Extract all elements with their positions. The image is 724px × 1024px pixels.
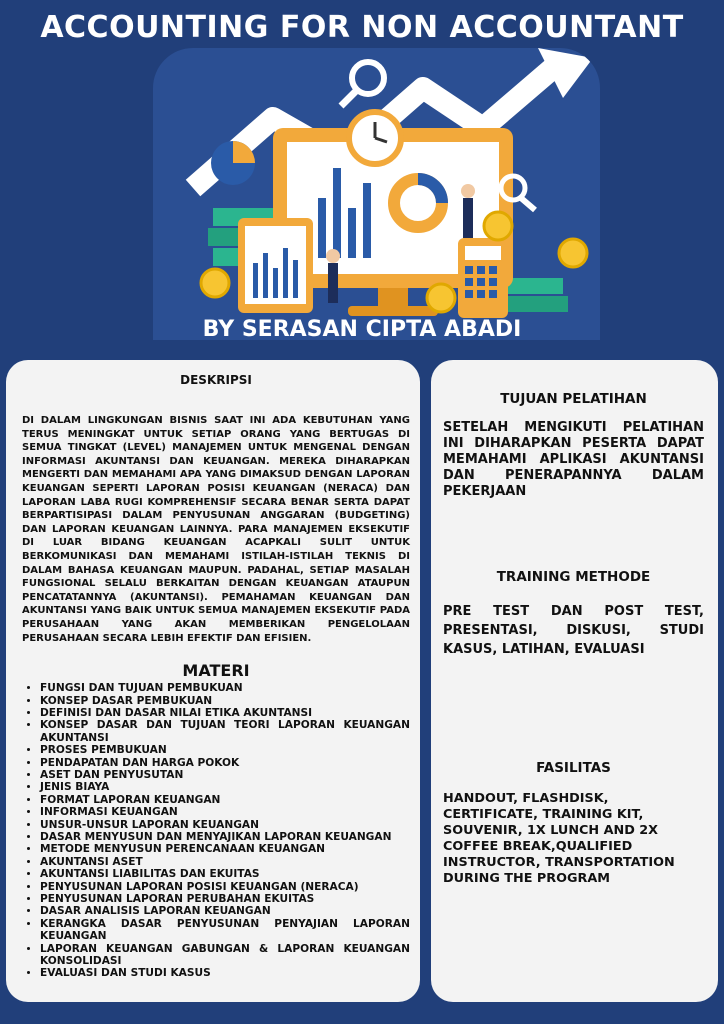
- tujuan-text: SETELAH MENGIKUTI PELATIHAN INI DIHARAPKAN PESERTA DAPAT MEMAHAMI APLIKASI AKUNTANSI DAN PENERAPANNYA DALAM PEKERJAAN: [443, 420, 704, 499]
- training-info-card: [431, 360, 718, 1002]
- list-item: • FORMAT LAPORAN KEUANGAN: [40, 794, 410, 806]
- list-item: • KERANGKA DASAR PENYUSUNAN PENYAJIAN LAPORAN KEUANGAN: [40, 918, 410, 943]
- list-item: • PENYUSUNAN LAPORAN PERUBAHAN EKUITAS: [40, 893, 410, 905]
- list-item: • DEFINISI DAN DASAR NILAI ETIKA AKUNTANSI: [40, 707, 410, 719]
- list-item: • FUNGSI DAN TUJUAN PEMBUKUAN: [40, 682, 410, 694]
- hero-illustration: [153, 48, 600, 340]
- methode-text: PRE TEST DAN POST TEST, PRESENTASI, DISKUSI, STUDI KASUS, LATIHAN, EVALUASI: [443, 604, 704, 657]
- list-item: • DASAR ANALISIS LAPORAN KEUANGAN: [40, 905, 410, 917]
- list-item: • DASAR MENYUSUN DAN MENYAJIKAN LAPORAN KEUANGAN: [40, 831, 410, 843]
- list-item: • PENDAPATAN DAN HARGA POKOK: [40, 757, 410, 769]
- list-item: • ASET DAN PENYUSUTAN: [40, 769, 410, 781]
- tujuan-heading: TUJUAN PELATIHAN: [500, 391, 647, 407]
- list-item: • INFORMASI KEUANGAN: [40, 806, 410, 818]
- list-item: • METODE MENYUSUN PERENCANAAN KEUANGAN: [40, 843, 410, 855]
- materi-heading: MATERI: [182, 661, 250, 681]
- list-item: • KONSEP DASAR DAN TUJUAN TEORI LAPORAN KEUANGAN AKUNTANSI: [40, 719, 410, 744]
- list-item: • AKUNTANSI ASET: [40, 856, 410, 868]
- methode-heading: TRAINING METHODE: [496, 569, 651, 585]
- list-item: • EVALUASI DAN STUDI KASUS: [40, 967, 410, 979]
- list-item: • PENYUSUNAN LAPORAN POSISI KEUANGAN (NERACA): [40, 881, 410, 893]
- page-title: ACCOUNTING FOR NON ACCOUNTANT: [40, 10, 684, 45]
- description-card: [6, 360, 420, 1002]
- byline: BY SERASAN CIPTA ABADI: [202, 317, 522, 342]
- list-item: • PROSES PEMBUKUAN: [40, 744, 410, 756]
- list-item: • KONSEP DASAR PEMBUKUAN: [40, 695, 410, 707]
- deskripsi-text: DI DALAM LINGKUNGAN BISNIS SAAT INI ADA KEBUTUHAN YANG TERUS MENINGKAT UNTUK SETIAP ORANG YANG BERTUGAS DI SEMUA TINGKAT (LEVEL) MANAJEMEN UNTUK MENGENAL DENGAN INFORMASI AKUNTANSI DAN KEUANGAN. MEREKA DIHARAPKAN MENGERTI DAN MEMAHAMI APA YANG DIMAKSUD DENGAN LAPORAN KEUANGAN SEPERTI LAPORAN POSISI KEUANGAN (NERACA) DAN LAPORAN LABA RUGI KOMPREHENSIF SECARA BENAR SERTA DAPAT BERPARTISIPASI DALAM PENYUSUNAN ANGGARAN (BUDGETING) DAN LAPORAN KEUANGAN LAINNYA. PARA MANAJEMEN EKSEKUTIF DI LUAR BIDANG KEUANGAN ACAPKALI SULIT UNTUK BERKOMUNIKASI DAN MEMAHAMI ISTILAH-ISTILAH TEKNIS DI DALAM BAHASA KEUANGAN MAUPUN. PADAHAL, SETIAP MASALAH FUNGSIONAL SELALU BERKAITAN DENGAN KEUANGAN ATAUPUN PENCATATANNYA (AKUNTANSI). PEMAHAMAN KEUANGAN DAN AKUNTANSI YANG BAIK UNTUK SEMUA MANAJEMEN EKSEKUTIF PADA PERUSAHAAN YANG AKAN MEMBERIKAN PENGELOLAAN PERUSAHAAN SECARA LEBIH EFEKTIF DAN EFISIEN.: [22, 415, 410, 644]
- materi-list: [22, 682, 410, 980]
- list-item: • UNSUR-UNSUR LAPORAN KEUANGAN: [40, 819, 410, 831]
- list-item: • AKUNTANSI LIABILITAS DAN EKUITAS: [40, 868, 410, 880]
- fasilitas-heading: FASILITAS: [536, 760, 611, 776]
- list-item: • LAPORAN KEUANGAN GABUNGAN & LAPORAN KEUANGAN KONSOLIDASI: [40, 943, 410, 968]
- fasilitas-text: HANDOUT, FLASHDISK, CERTIFICATE, TRAINING KIT, SOUVENIR, 1X LUNCH AND 2X COFFEE BREAK,QUALIFIED INSTRUCTOR, TRANSPORTATION DURING THE PROGRAM: [443, 791, 675, 886]
- list-item: • JENIS BIAYA: [40, 781, 410, 793]
- accounting-illustration-icon: [153, 48, 600, 340]
- deskripsi-heading: DESKRIPSI: [180, 373, 252, 387]
